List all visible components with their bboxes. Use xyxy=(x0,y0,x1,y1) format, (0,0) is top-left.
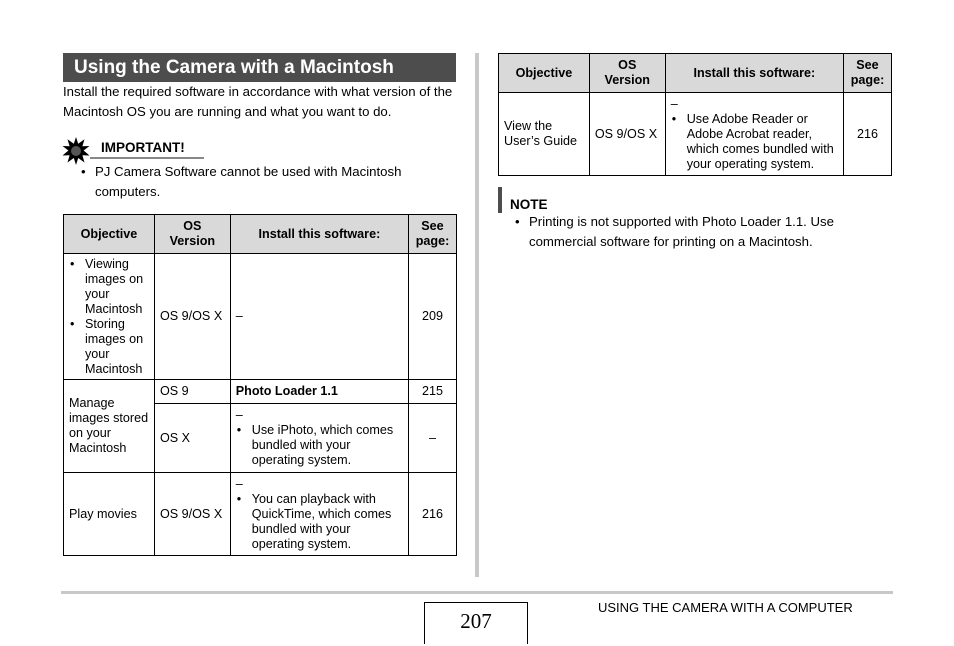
page-cell: 209 xyxy=(409,254,457,380)
page-number: 207 xyxy=(424,602,528,644)
table-row xyxy=(499,93,892,176)
column-divider xyxy=(475,53,479,577)
page-cell: 216 xyxy=(409,473,457,556)
os-cell: OS X xyxy=(154,404,230,473)
software-list xyxy=(671,112,838,172)
header-objective: Objective xyxy=(499,54,590,93)
header-install: Install this software: xyxy=(230,215,408,254)
important-label: IMPORTANT! xyxy=(101,140,185,155)
table-row xyxy=(64,254,457,380)
software-list xyxy=(236,492,403,552)
important-item: • PJ Camera Software cannot be used with Macintosh computers. xyxy=(77,162,447,202)
software-cell: Photo Loader 1.1 xyxy=(230,380,408,404)
header-see-page: See page: xyxy=(844,54,892,93)
software-cell xyxy=(230,473,408,556)
page-cell: 216 xyxy=(844,93,892,176)
software-cell xyxy=(230,404,408,473)
intro-paragraph: Install the required software in accordance with what version of the Macintosh OS you are running and what you want to do. xyxy=(63,84,453,119)
software-note: • You can playback with QuickTime, which comes bundled with your operating system. xyxy=(236,492,403,552)
header-see-page: See page: xyxy=(409,215,457,254)
page-cell: – xyxy=(409,404,457,473)
table-row xyxy=(64,380,457,404)
objective-cell: Play movies xyxy=(64,473,155,556)
header-os-version: OS Version xyxy=(154,215,230,254)
objective-cell: View the User’s Guide xyxy=(499,93,590,176)
objective-list xyxy=(69,257,149,377)
software-table-left xyxy=(63,214,457,556)
starburst-icon xyxy=(62,137,90,165)
software-note: • Use Adobe Reader or Adobe Acrobat reader, which comes bundled with your operating system. xyxy=(671,112,838,172)
software-dash: – xyxy=(235,476,243,491)
software-list xyxy=(236,423,403,468)
software-dash: – xyxy=(235,408,243,422)
os-cell: OS 9/OS X xyxy=(154,254,230,380)
table-row xyxy=(64,473,457,556)
header-objective: Objective xyxy=(64,215,155,254)
os-cell: OS 9/OS X xyxy=(154,473,230,556)
page-title: Using the Camera with a Macintosh xyxy=(63,53,456,82)
objective-item: • Viewing images on your Macintosh xyxy=(69,257,149,317)
objective-item: • Storing images on your Macintosh xyxy=(69,317,149,377)
software-cell xyxy=(665,93,843,176)
table-header-row xyxy=(64,215,457,254)
table-header-row xyxy=(499,54,892,93)
software-cell: – xyxy=(230,254,408,380)
software-table-right xyxy=(498,53,892,176)
section-name: USING THE CAMERA WITH A COMPUTER xyxy=(598,600,853,615)
note-item: • Printing is not supported with Photo Loader 1.1. Use commercial software for printing on a Macintosh. xyxy=(511,212,886,252)
os-cell: OS 9 xyxy=(154,380,230,404)
software-dash: – xyxy=(670,96,678,111)
os-cell: OS 9/OS X xyxy=(589,93,665,176)
important-list xyxy=(77,162,447,202)
header-os-version: OS Version xyxy=(589,54,665,93)
objective-cell xyxy=(64,254,155,380)
header-install: Install this software: xyxy=(665,54,843,93)
page-cell: 215 xyxy=(409,380,457,404)
important-underline xyxy=(90,157,204,159)
note-label: NOTE xyxy=(510,197,548,212)
software-note: • Use iPhoto, which comes bundled with your operating system. xyxy=(236,423,403,468)
note-list xyxy=(511,212,886,252)
note-marker xyxy=(498,187,502,213)
footer-rule xyxy=(61,591,893,594)
objective-cell: Manage images stored on your Macintosh xyxy=(64,380,155,473)
